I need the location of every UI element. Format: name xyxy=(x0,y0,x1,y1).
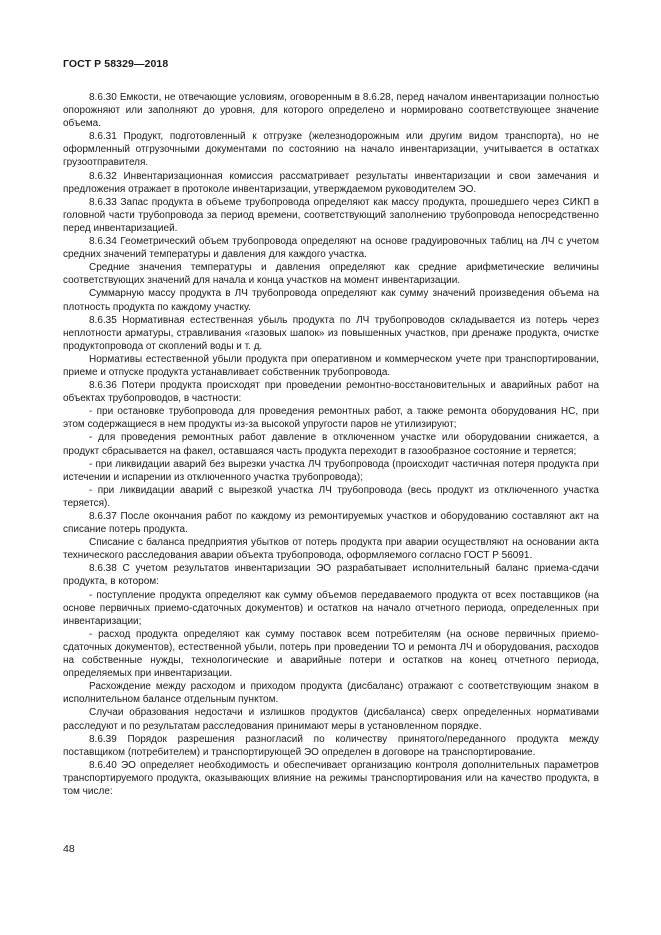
list-item: - поступление продукта определяют как сумму объемов передаваемого продукта от всех поставщиков (на основе первичных приемо-сдаточных документов) и остатков на начало отчетного периода, определенных при инвентаризации; xyxy=(63,589,599,627)
list-item: - для проведения ремонтных работ давление в отключенном участке или оборудовании снижается, а продукт сбрасывается на факел, оставшаяся часть продукта переходит в газообразное состояние и теряется; xyxy=(63,432,599,457)
paragraph: Средние значения температуры и давления определяют как средние арифметические величины соответствующих значений для начала и конца участков на момент инвентаризации. xyxy=(63,262,599,287)
paragraph-8-6-33: 8.6.33 Запас продукта в объеме трубопровода определяют как массу продукта, прошедшего через СИКП в головной части трубопровода за период времени, соответствующий заполнению трубопровода непосредственно перед инвентаризацией. xyxy=(63,196,599,234)
paragraph-8-6-40: 8.6.40 ЭО определяет необходимость и обеспечивает организацию контроля дополнительных параметров транспортируемого продукта, оказывающих влияние на режимы транспортирования или на качество продукта, в том числе: xyxy=(63,759,599,797)
paragraph-8-6-31: 8.6.31 Продукт, подготовленный к отгрузке (железнодорожным или другим видом транспорта), но не оформленный отгрузочными документами по состоянию на начало инвентаризации, учитывается в остатках грузоотправителя. xyxy=(63,131,599,169)
paragraph: Суммарную массу продукта в ЛЧ трубопровода определяют как сумму значений произведения объема на плотность продукта по каждому участку. xyxy=(63,288,599,313)
paragraph-8-6-35: 8.6.35 Нормативная естественная убыль продукта по ЛЧ трубопроводов складывается из потерь через неплотности арматуры, стравливания «газовых шапок» из повышенных участков, при дренаже продукта, очистке продуктопровода от скоплений воды и т. д. xyxy=(63,314,599,352)
list-item: - при ликвидации аварий с вырезкой участка ЛЧ трубопровода (весь продукт из отключенного участка теряется). xyxy=(63,484,599,509)
paragraph-8-6-34: 8.6.34 Геометрический объем трубопровода определяют на основе градуировочных таблиц на ЛЧ с учетом средних значений температуры и давления для каждого участка. xyxy=(63,236,599,261)
paragraph-8-6-30: 8.6.30 Емкости, не отвечающие условиям, оговоренным в 8.6.28, перед началом инвентаризации полностью опорожняют или заполняют до уровня, для которого определено и нормировано соответствующее значение объема. xyxy=(63,92,599,130)
paragraph-8-6-39: 8.6.39 Порядок разрешения разногласий по количеству принятого/переданного продукта между поставщиком (потребителем) и транспортирующей ЭО определен в договоре на транспортирование. xyxy=(63,733,599,758)
paragraph-8-6-38: 8.6.38 С учетом результатов инвентаризации ЭО разрабатывает исполнительный баланс приема-сдачи продукта, в котором: xyxy=(63,563,599,588)
paragraph-8-6-32: 8.6.32 Инвентаризационная комиссия рассматривает результаты инвентаризации и свои замечания и предложения отражает в протоколе инвентаризации, утверждаемом руководителем ЭО. xyxy=(63,170,599,195)
page-number: 48 xyxy=(63,843,75,855)
document-header: ГОСТ Р 58329—2018 xyxy=(63,58,169,70)
paragraph: Нормативы естественной убыли продукта при оперативном и коммерческом учете при транспортировании, приеме и отпуске продукта устанавливает собственник трубопровода. xyxy=(63,353,599,378)
paragraph-8-6-36: 8.6.36 Потери продукта происходят при проведении ремонтно-восстановительных и аварийных работ на объектах трубопроводов, в частности: xyxy=(63,380,599,405)
paragraph: Списание с баланса предприятия убытков от потерь продукта при аварии осуществляют на основании акта технического расследования аварии объекта трубопровода, оформляемого согласно ГОСТ Р 56091. xyxy=(63,537,599,562)
list-item: - расход продукта определяют как сумму поставок всем потребителям (на основе первичных приемо-сдаточных документов), естественной убыли, потерь при проведении ТО и ремонта ЛЧ и оборудования, расходов на собственные нужды, технологические и аварийные потери и остатков на конец отчетного периода, определяемых при инвентаризации. xyxy=(63,628,599,680)
list-item: - при остановке трубопровода для проведения ремонтных работ, а также ремонта оборудования НС, при этом содержащиеся в нем продукты из-за высокой упругости паров не утилизируют; xyxy=(63,406,599,431)
document-body xyxy=(63,91,599,798)
paragraph: Случаи образования недостачи и излишков продуктов (дисбаланса) сверх определенных нормативами расследуют и по результатам расследования принимают меры в установленном порядке. xyxy=(63,707,599,732)
paragraph-8-6-37: 8.6.37 После окончания работ по каждому из ремонтируемых участков и оборудованию составляют акт на списание потерь продукта. xyxy=(63,511,599,536)
paragraph: Расхождение между расходом и приходом продукта (дисбаланс) отражают с соответствующим знаком в исполнительном балансе отдельным пунктом. xyxy=(63,681,599,706)
list-item: - при ликвидации аварий без вырезки участка ЛЧ трубопровода (происходит частичная потеря продукта при истечении и испарении из отключенного участка трубопровода); xyxy=(63,458,599,483)
